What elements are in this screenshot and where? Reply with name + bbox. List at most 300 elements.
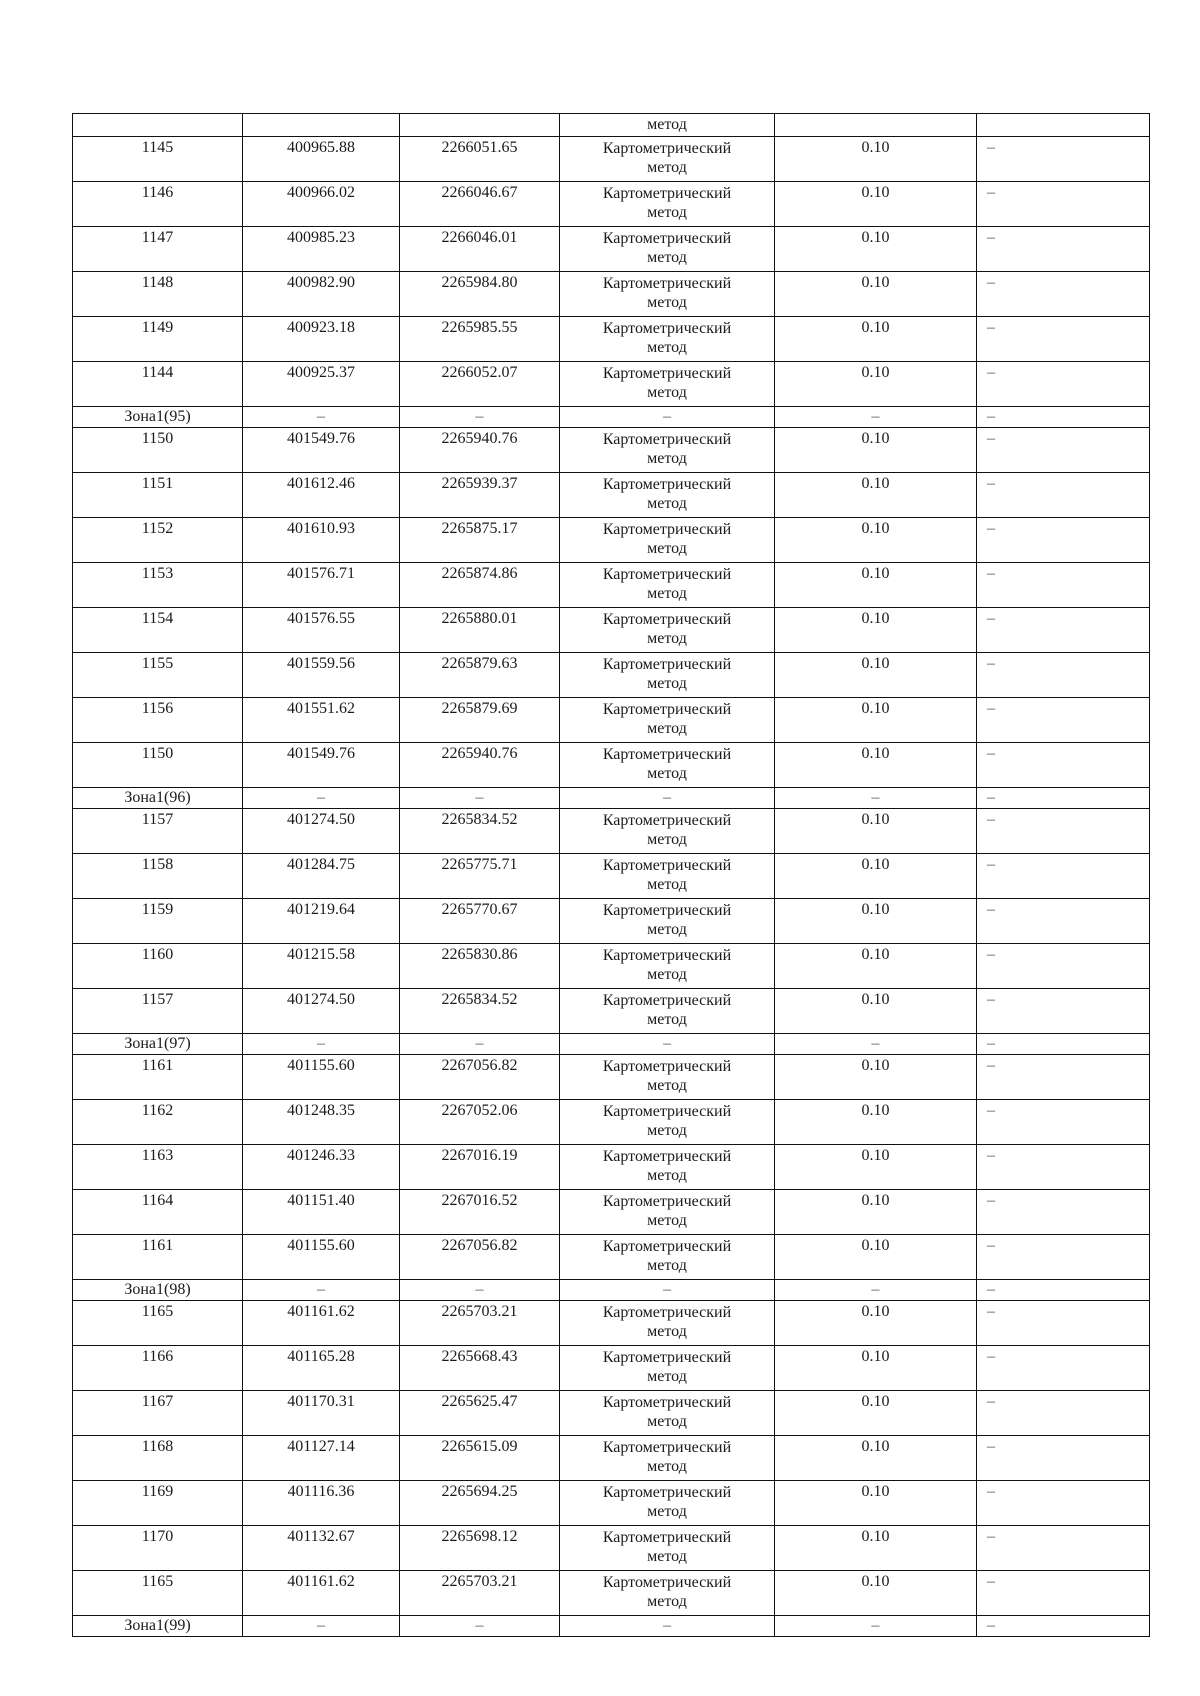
method-line-1: Картометрический [602, 431, 732, 448]
zone-label: Зона1(98) [73, 1280, 243, 1301]
table-row [73, 563, 1150, 608]
zone-y-dash: – [400, 1280, 560, 1301]
cell-note: – [977, 1346, 1150, 1391]
method-line-1: Картометрический [602, 1103, 732, 1120]
table-row [73, 944, 1150, 989]
cell-point: 1161 [73, 1235, 243, 1280]
zone-row [73, 1034, 1150, 1055]
cell-method [560, 653, 775, 698]
cell-y: 2265874.86 [400, 563, 560, 608]
cell-y: 2267056.82 [400, 1235, 560, 1280]
cell-point: 1149 [73, 317, 243, 362]
cell-point: 1157 [73, 989, 243, 1034]
cell-note: – [977, 743, 1150, 788]
cell-point: 1153 [73, 563, 243, 608]
table-row [73, 989, 1150, 1034]
cell-point: 1160 [73, 944, 243, 989]
cell-note: – [977, 137, 1150, 182]
table-row [73, 362, 1150, 407]
cell-x: 401151.40 [243, 1190, 400, 1235]
cell-note: – [977, 563, 1150, 608]
method-line-2: метод [647, 1212, 687, 1229]
cell-point: 1165 [73, 1301, 243, 1346]
cell-x: 401612.46 [243, 473, 400, 518]
cell-point: 1146 [73, 182, 243, 227]
table-row [73, 854, 1150, 899]
zone-note-dash: – [977, 1616, 1150, 1637]
cell-method [560, 1346, 775, 1391]
method-line-1: Картометрический [602, 656, 732, 673]
method-line-1: Картометрический [602, 857, 732, 874]
cell-y: 2265940.76 [400, 428, 560, 473]
method-line-1: Картометрический [602, 1304, 732, 1321]
cell-point: 1163 [73, 1145, 243, 1190]
cell-x: 401116.36 [243, 1481, 400, 1526]
cell-method [560, 317, 775, 362]
cell-method [560, 1100, 775, 1145]
zone-row [73, 1280, 1150, 1301]
cell-note: – [977, 1301, 1150, 1346]
cell-point: 1148 [73, 272, 243, 317]
cell-x: 401576.71 [243, 563, 400, 608]
cell-y [400, 114, 560, 137]
zone-y-dash: – [400, 788, 560, 809]
method-line-2: метод [647, 585, 687, 602]
cell-point: 1168 [73, 1436, 243, 1481]
cell-x: 401132.67 [243, 1526, 400, 1571]
method-line-1: Картометрический [602, 812, 732, 829]
cell-accuracy: 0.10 [775, 518, 977, 563]
cell-x: 401215.58 [243, 944, 400, 989]
zone-note-dash: – [977, 407, 1150, 428]
cell-accuracy: 0.10 [775, 1481, 977, 1526]
table-row [73, 1571, 1150, 1616]
cell-method [560, 1235, 775, 1280]
table-row [73, 137, 1150, 182]
cell-note: – [977, 1391, 1150, 1436]
cell-accuracy: 0.10 [775, 428, 977, 473]
coordinates-table [72, 113, 1150, 1637]
zone-label: Зона1(96) [73, 788, 243, 809]
cell-accuracy: 0.10 [775, 899, 977, 944]
cell-accuracy: 0.10 [775, 944, 977, 989]
cell-accuracy: 0.10 [775, 1235, 977, 1280]
method-line-1: Картометрический [602, 947, 732, 964]
method-line-2: метод [647, 204, 687, 221]
cell-method: метод [560, 114, 775, 137]
cell-method [560, 428, 775, 473]
cell-accuracy: 0.10 [775, 1301, 977, 1346]
table-row [73, 1235, 1150, 1280]
method-line-1: Картометрический [602, 140, 732, 157]
cell-y: 2266046.67 [400, 182, 560, 227]
table-row [73, 1526, 1150, 1571]
method-line-1: Картометрический [602, 701, 732, 718]
cell-note: – [977, 317, 1150, 362]
cell-y: 2267056.82 [400, 1055, 560, 1100]
cell-note: – [977, 182, 1150, 227]
zone-accuracy-dash: – [775, 788, 977, 809]
cell-method [560, 743, 775, 788]
cell-method [560, 473, 775, 518]
method-line-1: Картометрический [602, 1058, 732, 1075]
zone-row [73, 407, 1150, 428]
method-line-2: метод [647, 1503, 687, 1520]
cell-point: 1158 [73, 854, 243, 899]
cell-accuracy: 0.10 [775, 563, 977, 608]
cell-y: 2265770.67 [400, 899, 560, 944]
cell-method [560, 899, 775, 944]
cell-x: 400985.23 [243, 227, 400, 272]
cell-accuracy: 0.10 [775, 1055, 977, 1100]
cell-point: 1166 [73, 1346, 243, 1391]
zone-method-dash: – [560, 788, 775, 809]
table-row [73, 227, 1150, 272]
method-line-1: Картометрический [602, 902, 732, 919]
method-line-2: метод [647, 1458, 687, 1475]
cell-y: 2267052.06 [400, 1100, 560, 1145]
cell-note: – [977, 1571, 1150, 1616]
method-line-2: метод [647, 1593, 687, 1610]
method-line-1: Картометрический [602, 1439, 732, 1456]
cell-method [560, 362, 775, 407]
cell-method [560, 854, 775, 899]
method-line-2: метод [647, 675, 687, 692]
table-row [73, 428, 1150, 473]
cell-x: 401155.60 [243, 1235, 400, 1280]
coordinates-table-body [73, 114, 1150, 1637]
cell-x [243, 114, 400, 137]
cell-accuracy: 0.10 [775, 1190, 977, 1235]
zone-accuracy-dash: – [775, 1034, 977, 1055]
method-line-2: метод [647, 1368, 687, 1385]
table-row [73, 1145, 1150, 1190]
cell-note: – [977, 473, 1150, 518]
cell-note: – [977, 1055, 1150, 1100]
method-line-1: Картометрический [602, 1484, 732, 1501]
zone-label: Зона1(97) [73, 1034, 243, 1055]
cell-y: 2266051.65 [400, 137, 560, 182]
cell-x: 401551.62 [243, 698, 400, 743]
method-line-2: метод [647, 294, 687, 311]
cell-accuracy: 0.10 [775, 1436, 977, 1481]
cell-y: 2265668.43 [400, 1346, 560, 1391]
cell-y: 2265830.86 [400, 944, 560, 989]
zone-y-dash: – [400, 1616, 560, 1637]
method-line-1: Картометрический [602, 1238, 732, 1255]
cell-method [560, 1436, 775, 1481]
zone-accuracy-dash: – [775, 407, 977, 428]
table-row [73, 1481, 1150, 1526]
cell-method [560, 227, 775, 272]
cell-accuracy: 0.10 [775, 608, 977, 653]
cell-accuracy: 0.10 [775, 653, 977, 698]
method-line-2: метод [647, 876, 687, 893]
cell-x: 401576.55 [243, 608, 400, 653]
cell-x: 401274.50 [243, 989, 400, 1034]
method-line-2: метод [647, 921, 687, 938]
cell-note: – [977, 428, 1150, 473]
cell-method [560, 989, 775, 1034]
cell-note: – [977, 653, 1150, 698]
zone-x-dash: – [243, 1616, 400, 1637]
cell-x: 401248.35 [243, 1100, 400, 1145]
cell-x: 401219.64 [243, 899, 400, 944]
cell-x: 400965.88 [243, 137, 400, 182]
cell-method [560, 1301, 775, 1346]
cell-note: – [977, 854, 1150, 899]
cell-x: 401284.75 [243, 854, 400, 899]
cell-accuracy: 0.10 [775, 989, 977, 1034]
method-line-1: Картометрический [602, 1349, 732, 1366]
cell-y: 2265875.17 [400, 518, 560, 563]
table-row [73, 1436, 1150, 1481]
cell-method [560, 1391, 775, 1436]
method-line-1: Картометрический [602, 1529, 732, 1546]
cell-y: 2265615.09 [400, 1436, 560, 1481]
cell-note: – [977, 272, 1150, 317]
cell-method [560, 608, 775, 653]
cell-point: 1164 [73, 1190, 243, 1235]
zone-method-dash: – [560, 1034, 775, 1055]
cell-method [560, 944, 775, 989]
zone-x-dash: – [243, 1280, 400, 1301]
cell-method [560, 137, 775, 182]
cell-y: 2266046.01 [400, 227, 560, 272]
cell-point: 1157 [73, 809, 243, 854]
cell-x: 401549.76 [243, 428, 400, 473]
zone-label: Зона1(99) [73, 1616, 243, 1637]
method-line-2: метод [647, 1167, 687, 1184]
cell-accuracy: 0.10 [775, 1346, 977, 1391]
cell-method [560, 1481, 775, 1526]
zone-note-dash: – [977, 788, 1150, 809]
method-line-2: метод [647, 384, 687, 401]
method-line-1: Картометрический [602, 365, 732, 382]
cell-accuracy: 0.10 [775, 1526, 977, 1571]
method-line-1: Картометрический [602, 275, 732, 292]
table-row [73, 272, 1150, 317]
method-line-1: Картометрический [602, 1394, 732, 1411]
zone-x-dash: – [243, 407, 400, 428]
cell-note: – [977, 809, 1150, 854]
cell-y: 2265985.55 [400, 317, 560, 362]
method-line-2: метод [647, 630, 687, 647]
cell-point: 1150 [73, 743, 243, 788]
method-line-2: метод [647, 159, 687, 176]
cell-method [560, 272, 775, 317]
table-row [73, 608, 1150, 653]
cell-point: 1161 [73, 1055, 243, 1100]
cell-y: 2265775.71 [400, 854, 560, 899]
cell-note: – [977, 1100, 1150, 1145]
method-line-1: Картометрический [602, 1148, 732, 1165]
cell-point: 1170 [73, 1526, 243, 1571]
method-line-2: метод [647, 1077, 687, 1094]
cell-note: – [977, 944, 1150, 989]
cell-note: – [977, 1145, 1150, 1190]
cell-method [560, 518, 775, 563]
cell-y: 2265940.76 [400, 743, 560, 788]
cell-accuracy: 0.10 [775, 473, 977, 518]
method-line-1: Картометрический [602, 1574, 732, 1591]
cell-note: – [977, 1481, 1150, 1526]
cell-accuracy: 0.10 [775, 182, 977, 227]
cell-method [560, 698, 775, 743]
cell-method [560, 182, 775, 227]
method-line-2: метод [647, 765, 687, 782]
cell-x: 401559.56 [243, 653, 400, 698]
cell-y: 2265694.25 [400, 1481, 560, 1526]
zone-row [73, 788, 1150, 809]
continued-row [73, 114, 1150, 137]
zone-note-dash: – [977, 1034, 1150, 1055]
method-line-1: Картометрический [602, 1193, 732, 1210]
cell-note: – [977, 362, 1150, 407]
table-row [73, 1391, 1150, 1436]
table-row [73, 743, 1150, 788]
table-row [73, 1346, 1150, 1391]
cell-point [73, 114, 243, 137]
cell-y: 2265834.52 [400, 989, 560, 1034]
method-line-1: Картометрический [602, 320, 732, 337]
method-line-1: Картометрический [602, 611, 732, 628]
cell-note: – [977, 1436, 1150, 1481]
cell-accuracy: 0.10 [775, 272, 977, 317]
cell-note: – [977, 989, 1150, 1034]
table-row [73, 518, 1150, 563]
cell-y: 2265939.37 [400, 473, 560, 518]
cell-y: 2266052.07 [400, 362, 560, 407]
cell-x: 400925.37 [243, 362, 400, 407]
table-row [73, 473, 1150, 518]
cell-x: 401274.50 [243, 809, 400, 854]
method-line-1: Картометрический [602, 230, 732, 247]
cell-point: 1154 [73, 608, 243, 653]
cell-method [560, 1571, 775, 1616]
zone-note-dash: – [977, 1280, 1150, 1301]
cell-y: 2265703.21 [400, 1571, 560, 1616]
zone-y-dash: – [400, 1034, 560, 1055]
cell-method [560, 563, 775, 608]
cell-accuracy: 0.10 [775, 1571, 977, 1616]
cell-y: 2267016.19 [400, 1145, 560, 1190]
cell-accuracy [775, 114, 977, 137]
cell-method [560, 1145, 775, 1190]
cell-method [560, 1190, 775, 1235]
cell-note: – [977, 518, 1150, 563]
cell-y: 2265984.80 [400, 272, 560, 317]
method-line-2: метод [647, 495, 687, 512]
cell-point: 1151 [73, 473, 243, 518]
cell-point: 1144 [73, 362, 243, 407]
cell-x: 401155.60 [243, 1055, 400, 1100]
cell-y: 2265834.52 [400, 809, 560, 854]
method-line-1: Картометрический [602, 521, 732, 538]
cell-y: 2265879.63 [400, 653, 560, 698]
method-line-2: метод [647, 1413, 687, 1430]
document-page [72, 113, 1149, 1637]
cell-method [560, 1055, 775, 1100]
cell-note: – [977, 227, 1150, 272]
cell-y: 2267016.52 [400, 1190, 560, 1235]
table-row [73, 653, 1150, 698]
cell-x: 401246.33 [243, 1145, 400, 1190]
cell-accuracy: 0.10 [775, 1100, 977, 1145]
cell-accuracy: 0.10 [775, 854, 977, 899]
cell-method [560, 1526, 775, 1571]
method-line-2: метод [647, 831, 687, 848]
zone-x-dash: – [243, 1034, 400, 1055]
cell-x: 401549.76 [243, 743, 400, 788]
table-row [73, 182, 1150, 227]
cell-accuracy: 0.10 [775, 362, 977, 407]
method-line-2: метод [647, 339, 687, 356]
method-line-2: метод [647, 540, 687, 557]
cell-point: 1159 [73, 899, 243, 944]
method-line-2: метод [647, 1122, 687, 1139]
cell-x: 400923.18 [243, 317, 400, 362]
cell-point: 1152 [73, 518, 243, 563]
method-line-1: Картометрический [602, 476, 732, 493]
zone-label: Зона1(95) [73, 407, 243, 428]
zone-x-dash: – [243, 788, 400, 809]
cell-y: 2265880.01 [400, 608, 560, 653]
cell-point: 1169 [73, 1481, 243, 1526]
method-line-2: метод [647, 1548, 687, 1565]
cell-note: – [977, 899, 1150, 944]
cell-x: 400966.02 [243, 182, 400, 227]
cell-note: – [977, 698, 1150, 743]
method-line-2: метод [647, 720, 687, 737]
table-row [73, 809, 1150, 854]
cell-note: – [977, 608, 1150, 653]
cell-point: 1162 [73, 1100, 243, 1145]
cell-point: 1150 [73, 428, 243, 473]
cell-x: 401161.62 [243, 1301, 400, 1346]
zone-y-dash: – [400, 407, 560, 428]
cell-x: 401161.62 [243, 1571, 400, 1616]
table-row [73, 698, 1150, 743]
zone-accuracy-dash: – [775, 1280, 977, 1301]
cell-accuracy: 0.10 [775, 227, 977, 272]
method-line-1: Картометрический [602, 746, 732, 763]
method-line-1: Картометрический [602, 566, 732, 583]
cell-point: 1165 [73, 1571, 243, 1616]
table-row [73, 317, 1150, 362]
zone-method-dash: – [560, 407, 775, 428]
method-line-1: Картометрический [602, 185, 732, 202]
zone-method-dash: – [560, 1280, 775, 1301]
method-line-2: метод [647, 966, 687, 983]
cell-accuracy: 0.10 [775, 1391, 977, 1436]
table-row [73, 1055, 1150, 1100]
cell-x: 401127.14 [243, 1436, 400, 1481]
cell-x: 401170.31 [243, 1391, 400, 1436]
table-row [73, 899, 1150, 944]
cell-point: 1156 [73, 698, 243, 743]
cell-accuracy: 0.10 [775, 317, 977, 362]
zone-method-dash: – [560, 1616, 775, 1637]
method-line-1: Картометрический [602, 992, 732, 1009]
zone-accuracy-dash: – [775, 1616, 977, 1637]
cell-point: 1167 [73, 1391, 243, 1436]
table-row [73, 1100, 1150, 1145]
cell-point: 1155 [73, 653, 243, 698]
cell-accuracy: 0.10 [775, 698, 977, 743]
cell-point: 1147 [73, 227, 243, 272]
cell-note: – [977, 1526, 1150, 1571]
